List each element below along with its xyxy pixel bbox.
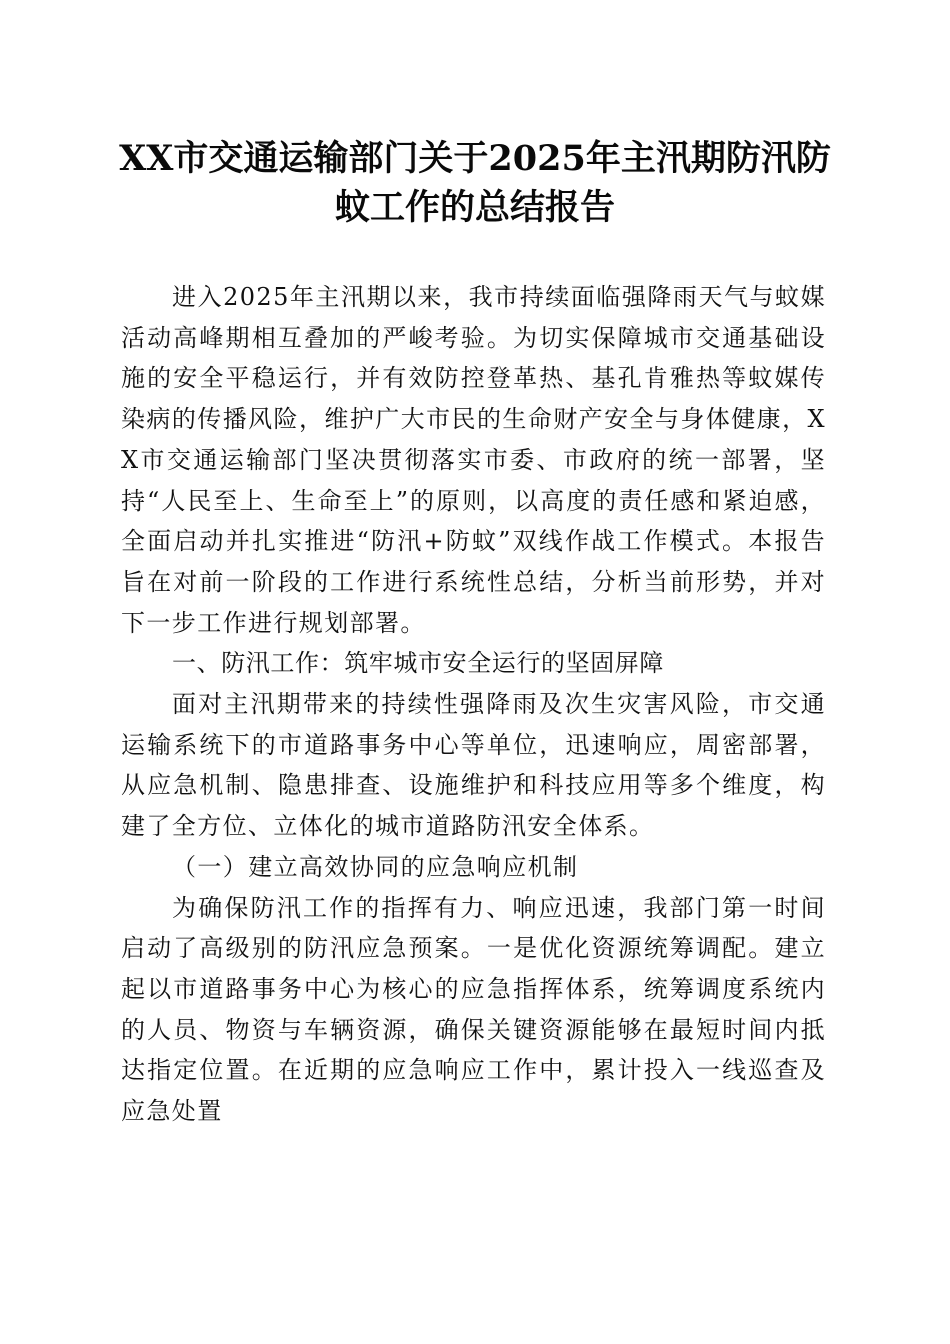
section-1-heading: 一、防汛工作：筑牢城市安全运行的坚固屏障 [172, 649, 664, 678]
section-1-paragraph: 面对主汛期带来的持续性强降雨及次生灾害风险，市交通运输系统下的市道路事务中心等单位，迅速响应，周密部署，从应急机制、隐患排查、设施维护和科技应用等多个维度，构建了全方位、立体化的城市道路防汛安全体系。 [121, 690, 826, 841]
title-line-2: 蚊工作的总结报告 [334, 187, 615, 228]
title-line-1: XX市交通运输部门关于2025年主汛期防汛防 [119, 138, 831, 179]
subsection-1-heading: （一）建立高效协同的应急响应机制 [172, 852, 579, 881]
intro-paragraph: 进入2025年主汛期以来，我市持续面临强降雨天气与蚊媒活动高峰期相互叠加的严峻考验。为切实保障城市交通基础设施的安全平稳运行，并有效防控登革热、基孔肯雅热等蚊媒传染病的传播风险，维护广大市民的生命财产安全与身体健康，XX市交通运输部门坚决贯彻落实市委、市政府的统一部署，坚持“人民至上、生命至上”的原则，以高度的责任感和紧迫感，全面启动并扎实推进“防汛+防蚊”双线作战工作模式。本报告旨在对前一阶段的工作进行系统性总结，分析当前形势，并对下一步工作进行规划部署。 [121, 283, 826, 637]
document-body [121, 277, 826, 1132]
subsection-1-paragraph: 为确保防汛工作的指挥有力、响应迅速，我部门第一时间启动了高级别的防汛应急预案。一是优化资源统筹调配。建立起以市道路事务中心为核心的应急指挥体系，统筹调度系统内的人员、物资与车辆资源，确保关键资源能够在最短时间内抵达指定位置。在近期的应急响应工作中，累计投入一线巡查及应急处置 [121, 893, 826, 1126]
document-title [110, 134, 840, 232]
